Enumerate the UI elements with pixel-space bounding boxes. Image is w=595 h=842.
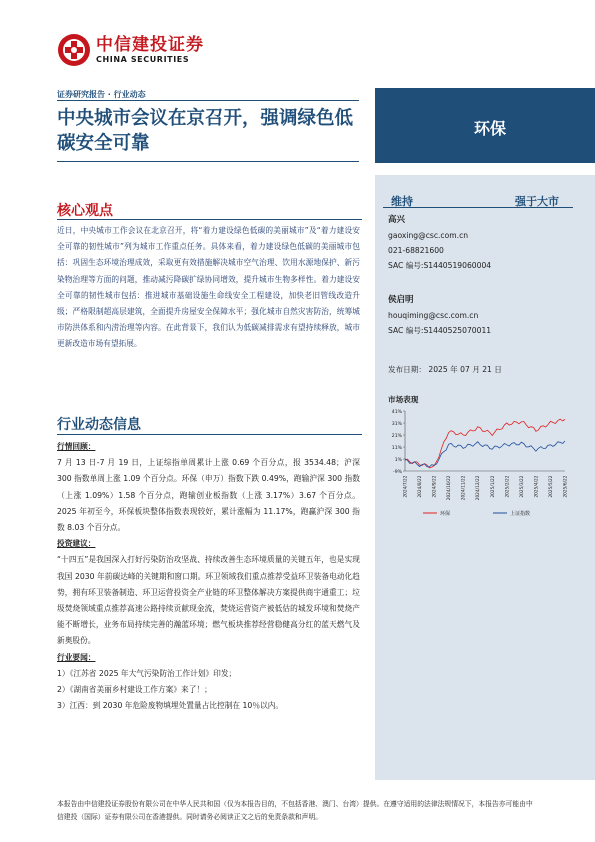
industry-heading: 行业动态信息 [57, 417, 141, 433]
x-tick-label: 2025/4/22 [534, 475, 540, 498]
analyst-card [388, 213, 568, 273]
x-tick-label: 2025/6/22 [563, 475, 569, 498]
analyst-sac: SAC 编号:S1440525070011 [388, 326, 492, 335]
publish-date-value: 2025 年 07 月 21 日 [428, 365, 502, 374]
x-tick-label: 2025/1/22 [490, 475, 496, 498]
x-tick-label: 2024/7/22 [403, 475, 409, 498]
page-title: 中央城市会议在京召开，强调绿色低碳安全可靠 [57, 108, 354, 154]
x-tick-label: 2024/8/22 [418, 475, 424, 498]
industry-body [57, 439, 360, 714]
market-review-heading: 行情回顾： [57, 442, 96, 451]
rating-bar [383, 190, 573, 208]
rating-action: 维持 [391, 195, 413, 208]
legend-label: 环保 [440, 511, 451, 517]
disclaimer: 本报告由中信建投证券股份有限公司在中华人民共和国（仅为本报告目的，不包括香港、澳门、台湾）提供。在遵守适用的法律法规情况下，本报告亦可能由中信建投（国际）证券有限公司在香港提供。同时请务必阅读正文之后的免责条款和声明。 [57, 800, 533, 821]
x-tick-label: 2024/11/22 [461, 475, 467, 501]
sector-name: 环保 [473, 119, 506, 138]
analyst-phone: 021-68821600 [388, 246, 444, 255]
report-type: 证券研究报告 · 行业动态 [57, 90, 146, 99]
news-heading: 行业要闻： [57, 652, 96, 662]
analyst-name: 侯启明 [388, 295, 414, 305]
investment-text: “十四五”是我国深入打好污染防治攻坚战、持续改善生态环境质量的关键五年，也是实现我国 2030 年前碳达峰的关键期和窗口期。环卫领域我们重点推荐受益环卫装备电动化趋势，拥有环卫装备制造、环卫运营投资全产业链的环卫整体解决方案提供商宇通重工；垃圾焚烧领域重点推荐高速公路持续贡献现金流，焚烧运营资产被低估的城发环境和焚烧产能不断增长，业务布局持续完善的瀚蓝环境；燃气板块推荐经营稳健高分红的蓝天燃气及新奥股份。 [57, 555, 360, 646]
news-item: 3）江西：到 2030 年危险废物填埋处置量占比控制在 10％以内。 [57, 701, 284, 711]
y-tick-label: 21% [391, 434, 402, 439]
analyst-card [388, 293, 568, 338]
title-divider-top [57, 100, 359, 101]
analyst-sac: SAC 编号:S1440519060004 [388, 261, 492, 270]
publish-date-label: 发布日期： [388, 365, 426, 374]
brand-name-en: CHINA SECURITIES [96, 54, 190, 64]
x-tick-label: 2025/5/22 [548, 475, 554, 498]
brand-logo [57, 33, 204, 67]
analyst-email: houqiming@csc.com.cn [388, 311, 479, 320]
legend-label: 上证指数 [510, 511, 531, 517]
x-tick-label: 2025/2/22 [505, 475, 511, 498]
series-line [405, 441, 565, 467]
x-tick-label: 2024/9/22 [432, 475, 438, 498]
title-divider-bottom [57, 161, 359, 162]
core-view-divider [57, 219, 362, 220]
brand-name-cn: 中信建投证券 [96, 34, 204, 55]
y-tick-label: 41% [391, 410, 402, 415]
x-tick-label: 2025/3/22 [519, 475, 525, 498]
analyst-name: 高兴 [388, 215, 406, 225]
y-tick-label: 11% [391, 446, 402, 451]
y-tick-label: 1% [394, 458, 402, 463]
series-line [405, 419, 565, 468]
x-tick-label: 2024/12/22 [476, 475, 482, 501]
y-tick-label: 31% [391, 422, 402, 427]
industry-divider [57, 434, 362, 435]
chart-title: 市场表现 [388, 395, 419, 404]
news-item: 2）《湖南省美丽乡村建设工作方案》来了！； [57, 685, 212, 695]
rating-value: 强于大市 [515, 195, 559, 208]
core-view-text: 近日，中央城市工作会议在北京召开，将“着力建设绿色低碳的美丽城市”及“着力建设安全可靠的韧性城市”列为城市工作重点任务。具体来看，着力建设绿色低碳的美丽城市包括：巩固生态环境治理成效，采取更有效措施解决城市空气治理、饮用水源地保护、新污染物治理等方面的问题，推动减污降碳扩绿协同增效，提升城市生物多样性。着力建设安全可靠的韧性城市包括：推进城市基础设施生命线安全工程建设，加快老旧管线改造升级；严格限制超高层建筑，全面提升房屋安全保障水平；强化城市自然灾害防治，统筹城市防洪体系和内涝治理等内容。在此背景下，我们认为低碳减排需求有望持续释放，城市更新改造市场有望拓展。 [57, 226, 360, 349]
news-item: 1）《江苏省 2025 年大气污染防治工作计划》印发； [57, 668, 237, 678]
y-tick-label: -9% [393, 470, 402, 475]
x-tick-label: 2024/10/22 [447, 475, 453, 501]
market-performance-chart [383, 405, 573, 525]
analyst-email: gaoxing@csc.com.cn [388, 231, 469, 240]
market-review-text: 7 月 13 日-7 月 19 日，上证综指单周累计上涨 0.69 个百分点，报 3534.48；沪深 300 指数单周上涨 1.09 个百分点。环保（申万）指数下跌 0.49%，跑输沪深 300 指数（上涨 1.09%）1.58 个百分点，跑输创业板指数（上涨 3.17%）3.67 个百分点。2025 年初至今，环保板块整体指数表现较好，累计涨幅为 11.17%，跑赢沪深 300 指数 8.03 个百分点。 [57, 458, 360, 533]
core-view-heading: 核心观点 [57, 203, 113, 219]
investment-heading: 投资建议： [57, 539, 96, 549]
csc-logo-icon [57, 33, 91, 67]
publish-date [388, 364, 502, 375]
